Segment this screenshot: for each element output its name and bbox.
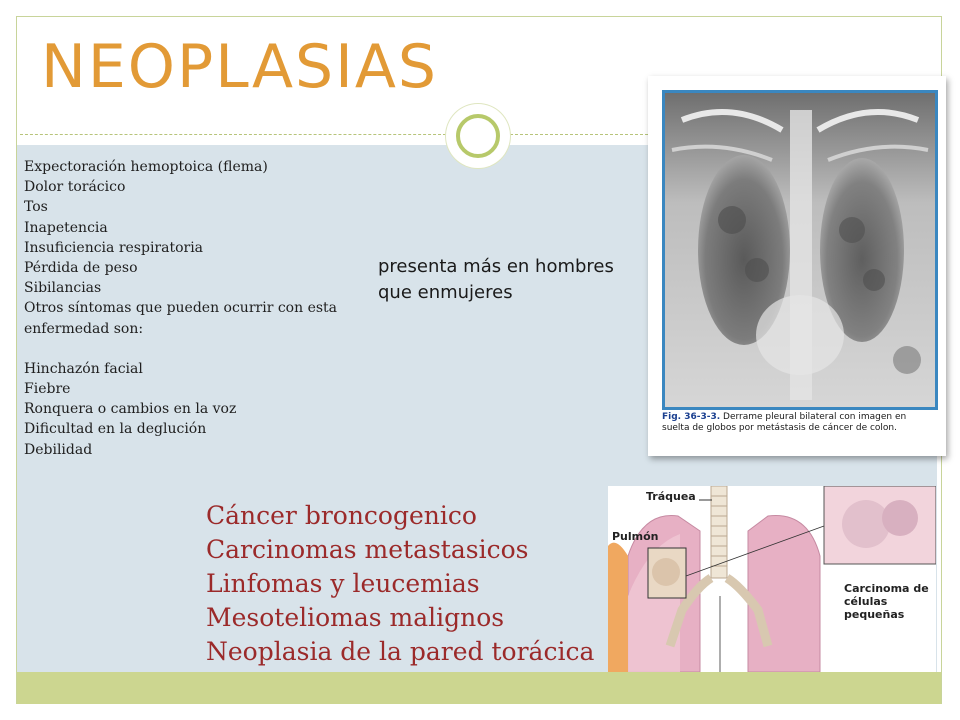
symptom-item: Hinchazón facial	[24, 360, 143, 377]
neoplasm-type-item: Neoplasia de la pared torácica	[206, 637, 595, 666]
lung-anatomy-figure	[608, 486, 936, 672]
ring-ornament	[446, 104, 510, 168]
symptom-item: Inapetencia	[24, 219, 108, 236]
symptom-item: Debilidad	[24, 441, 93, 458]
symptom-item: Tos	[24, 199, 48, 216]
lung-label: Pulmón	[612, 530, 659, 543]
ring-icon	[456, 114, 500, 158]
slide-title: NEOPLASIAS	[41, 32, 438, 102]
caption-text: Derrame pleural bilateral con imagen en suelta de globos por metástasis de cáncer de colon.	[662, 412, 907, 433]
xray-figure	[648, 76, 946, 456]
gender-note: presenta más en hombres que enmujeres	[378, 256, 614, 303]
symptom-item: Otros síntomas que pueden ocurrir con esta enfermedad son:	[24, 300, 338, 337]
symptom-item: Ronquera o cambios en la voz	[24, 401, 237, 418]
figure-label: Fig. 36-3-3.	[662, 412, 721, 422]
carcinoma-label: Carcinoma de células pequeñas	[844, 582, 929, 621]
footer-band	[17, 672, 941, 704]
trachea-label: Tráquea	[646, 490, 696, 503]
symptom-item: Sibilancias	[24, 280, 102, 297]
title-divider-right	[510, 134, 648, 135]
symptom-item: Pérdida de peso	[24, 260, 138, 277]
chest-xray-image	[662, 90, 938, 410]
title-divider-left	[20, 134, 446, 135]
xray-caption	[662, 412, 936, 434]
symptom-item: Fiebre	[24, 381, 71, 398]
symptom-item: Dificultad en la deglución	[24, 421, 207, 438]
lung-illustration	[608, 486, 936, 672]
symptom-item: Expectoración hemoptoica (flema)	[24, 159, 268, 175]
symptom-item: Insuficiencia respiratoria	[24, 239, 204, 256]
neoplasm-types-list	[206, 499, 606, 669]
neoplasm-type-item: Linfomas y leucemias	[206, 569, 480, 598]
neoplasm-type-item: Carcinomas metastasicos	[206, 535, 529, 564]
neoplasm-type-item: Mesoteliomas malignos	[206, 603, 505, 632]
symptom-list	[24, 157, 364, 460]
symptom-spacer	[24, 339, 364, 359]
neoplasm-type-item: Cáncer broncogenico	[206, 501, 477, 530]
symptom-item: Dolor torácico	[24, 179, 126, 196]
